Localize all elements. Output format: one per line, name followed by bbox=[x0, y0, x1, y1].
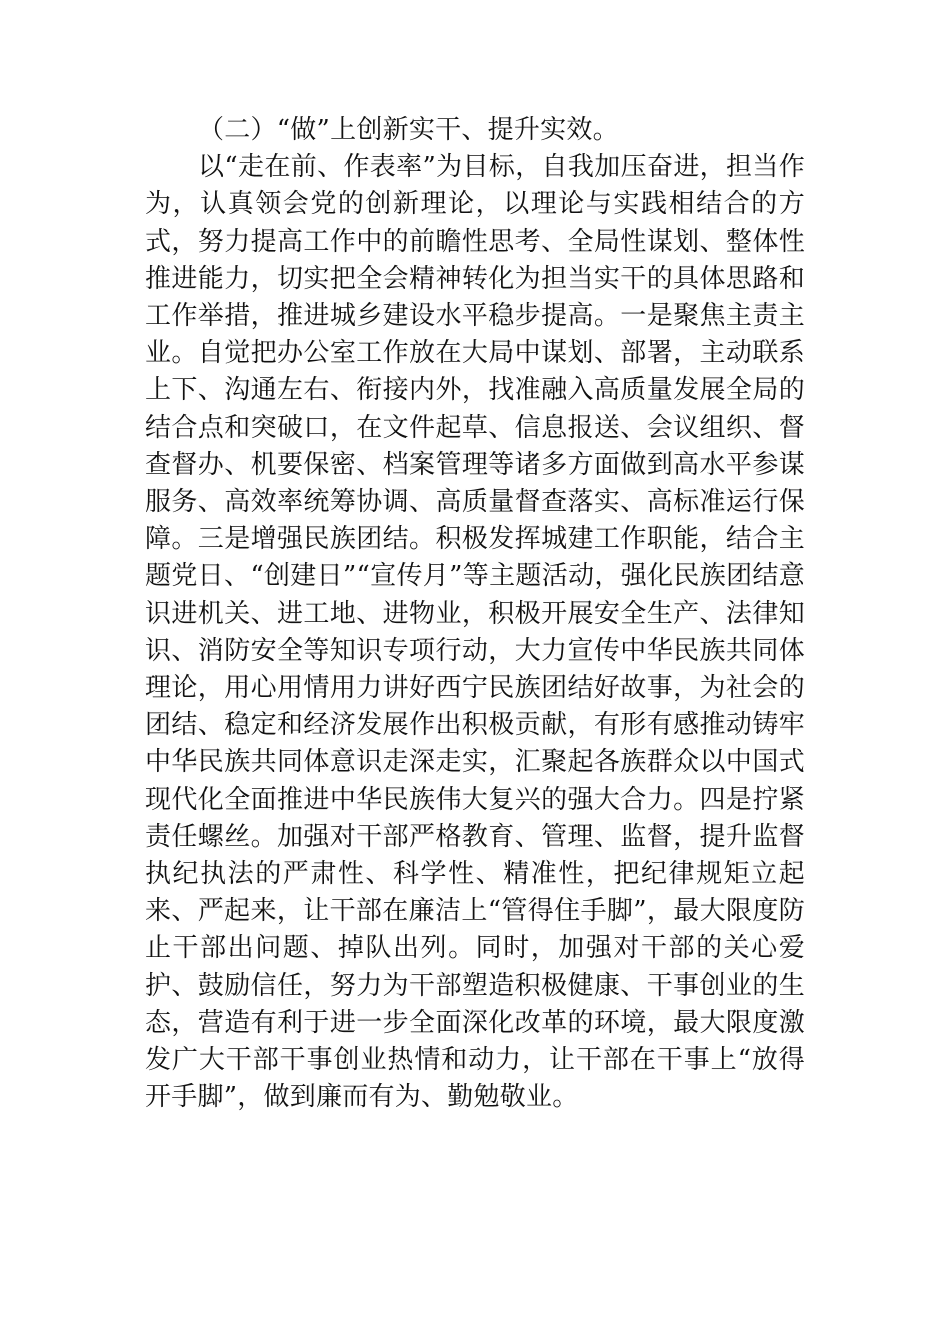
section-heading: （二）“做”上创新实干、提升实效。 bbox=[198, 115, 619, 145]
document-body bbox=[145, 112, 805, 1116]
body-paragraph: 以“走在前、作表率”为目标，自我加压奋进，担当作为，认真领会党的创新理论，以理论与实践相结合的方式，努力提高工作中的前瞻性思考、全局性谋划、整体性推进能力，切实把全会精神转化为担当实干的具体思路和工作举措，推进城乡建设水平稳步提高。一是聚焦主责主业。自觉把办公室工作放在大局中谋划、部署，主动联系上下、沟通左右、衔接内外，找准融入高质量发展全局的结合点和突破口，在文件起草、信息报送、会议组织、督查督办、机要保密、档案管理等诸多方面做到高水平参谋服务、高效率统筹协调、高质量督查落实、高标准运行保障。三是增强民族团结。积极发挥城建工作职能，结合主题党日、“创建日”“宣传月”等主题活动，强化民族团结意识进机关、进工地、进物业，积极开展安全生产、法律知识、消防安全等知识专项行动，大力宣传中华民族共同体理论，用心用情用力讲好西宁民族团结好故事，为社会的团结、稳定和经济发展作出积极贡献，有形有感推动铸牢中华民族共同体意识走深走实，汇聚起各族群众以中国式现代化全面推进中华民族伟大复兴的强大合力。四是拧紧责任螺丝。加强对干部严格教育、管理、监督，提升监督执纪执法的严肃性、科学性、精准性，把纪律规矩立起来、严起来，让干部在廉洁上“管得住手脚”，最大限度防止干部出问题、掉队出列。同时，加强对干部的关心爱护、鼓励信任，努力为干部塑造积极健康、干事创业的生态，营造有利于进一步全面深化改革的环境，最大限度激发广大干部干事创业热情和动力，让干部在干事上“放得开手脚”，做到廉而有为、勤勉敬业。 bbox=[145, 152, 805, 1113]
